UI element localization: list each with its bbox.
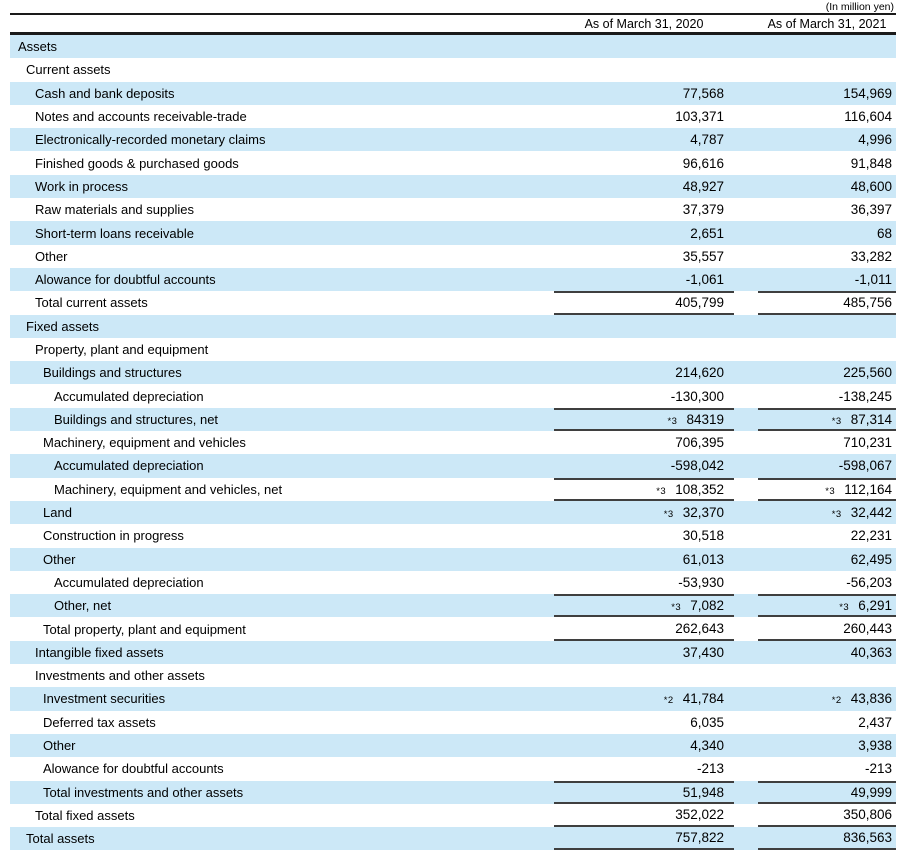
value-2020 [554, 128, 734, 151]
column-gap [734, 757, 758, 780]
column-gap [734, 315, 758, 338]
amount: 61,013 [682, 551, 724, 567]
value-2021 [758, 35, 896, 58]
table-row [10, 571, 896, 594]
amount: -130,300 [670, 388, 724, 404]
footnote-marker: *3 [671, 602, 682, 614]
amount: 32,442 [850, 505, 892, 521]
row-label: Total fixed assets [35, 807, 135, 823]
value-2021 [758, 245, 896, 268]
value-2021 [758, 478, 896, 501]
value-2021 [758, 105, 896, 128]
table-row [10, 617, 896, 640]
column-gap [734, 454, 758, 477]
value-2021 [758, 664, 896, 687]
footnote-marker: *3 [663, 509, 674, 521]
column-gap [734, 501, 758, 524]
amount: 350,806 [843, 806, 892, 822]
value-2020 [554, 82, 734, 105]
row-label: Current assets [26, 62, 111, 78]
amount: 41,784 [682, 691, 724, 707]
value-2020 [554, 524, 734, 547]
value-2020 [554, 617, 734, 640]
row-label: Buildings and structures [43, 365, 182, 381]
row-label: Accumulated depreciation [54, 388, 204, 404]
value-2021 [758, 175, 896, 198]
value-2021 [758, 641, 896, 664]
amount: 49,999 [850, 784, 892, 800]
amount: -213 [864, 761, 892, 777]
value-2020 [554, 175, 734, 198]
amount: 84319 [686, 411, 724, 427]
amount: 36,397 [850, 202, 892, 218]
amount: 112,164 [844, 481, 892, 497]
balance-sheet-rows [10, 35, 896, 850]
value-2021 [758, 781, 896, 804]
value-2020 [554, 594, 734, 617]
amount: 108,352 [675, 481, 724, 497]
column-gap [734, 641, 758, 664]
table-row [10, 408, 896, 431]
value-2021 [758, 221, 896, 244]
column-gap [734, 781, 758, 804]
amount: -1,061 [685, 272, 724, 288]
amount: -53,930 [678, 574, 724, 590]
amount: 68 [876, 225, 892, 241]
value-2021 [758, 431, 896, 454]
amount: 77,568 [682, 85, 724, 101]
value-2021 [758, 757, 896, 780]
value-2020 [554, 711, 734, 734]
table-row [10, 804, 896, 827]
row-label: Investment securities [43, 691, 166, 707]
value-2021 [758, 198, 896, 221]
row-label: Alowance for doubtful accounts [43, 761, 224, 777]
unit-note: (In million yen) [10, 1, 896, 15]
amount: 352,022 [675, 806, 724, 822]
amount: 225,560 [843, 365, 892, 381]
table-row [10, 105, 896, 128]
value-2021 [758, 315, 896, 338]
value-2020 [554, 291, 734, 314]
value-2020 [554, 548, 734, 571]
row-label: Intangible fixed assets [35, 644, 164, 660]
value-2021 [758, 617, 896, 640]
amount: 262,643 [675, 620, 724, 636]
column-gap [734, 384, 758, 407]
amount: -138,245 [838, 388, 892, 404]
amount: 4,787 [690, 132, 724, 148]
column-header-2020: As of March 31, 2020 [584, 16, 704, 31]
amount: 706,395 [675, 435, 724, 451]
value-2020 [554, 198, 734, 221]
row-label: Other [35, 248, 68, 264]
amount: 33,282 [850, 248, 892, 264]
row-label: Accumulated depreciation [54, 458, 204, 474]
column-header-2021: As of March 31, 2021 [767, 16, 887, 31]
amount: 405,799 [675, 295, 724, 311]
value-2020 [554, 781, 734, 804]
amount: 6,291 [858, 598, 892, 614]
table-row [10, 781, 896, 804]
value-2020 [554, 501, 734, 524]
value-2021 [758, 361, 896, 384]
amount: 6,035 [690, 714, 724, 730]
amount: 91,848 [850, 155, 892, 171]
amount: 214,620 [675, 365, 724, 381]
table-row [10, 82, 896, 105]
row-label: Notes and accounts receivable-trade [35, 109, 247, 125]
value-2020 [554, 245, 734, 268]
column-gap [734, 571, 758, 594]
table-row [10, 35, 896, 58]
amount: 48,927 [682, 178, 724, 194]
table-row [10, 268, 896, 291]
footnote-marker: *3 [656, 485, 667, 497]
amount: 32,370 [682, 505, 724, 521]
amount: 4,996 [858, 132, 892, 148]
table-row [10, 58, 896, 81]
value-2021 [758, 268, 896, 291]
value-2020 [554, 687, 734, 710]
table-row [10, 338, 896, 361]
table-row [10, 315, 896, 338]
row-label: Total property, plant and equipment [43, 621, 246, 637]
table-row [10, 221, 896, 244]
amount: -1,011 [854, 272, 892, 288]
footnote-marker: *2 [663, 695, 674, 707]
value-2020 [554, 571, 734, 594]
value-2021 [758, 454, 896, 477]
table-row [10, 548, 896, 571]
column-gap [734, 128, 758, 151]
row-label: Accumulated depreciation [54, 574, 204, 590]
amount: 757,822 [675, 830, 724, 846]
column-gap [734, 524, 758, 547]
amount: 103,371 [675, 109, 724, 125]
column-gap [734, 221, 758, 244]
row-label: Other [43, 738, 76, 754]
value-2020 [554, 384, 734, 407]
table-row [10, 175, 896, 198]
amount: 710,231 [843, 435, 892, 451]
value-2020 [554, 35, 734, 58]
table-row [10, 641, 896, 664]
value-2020 [554, 221, 734, 244]
row-label: Assets [18, 39, 58, 55]
table-row [10, 757, 896, 780]
column-gap [734, 361, 758, 384]
value-2021 [758, 524, 896, 547]
table-row [10, 524, 896, 547]
table-row [10, 478, 896, 501]
column-gap [734, 594, 758, 617]
column-gap [734, 338, 758, 361]
amount: 30,518 [682, 528, 724, 544]
amount: -598,067 [838, 458, 892, 474]
row-label: Investments and other assets [35, 668, 205, 684]
row-label: Machinery, equipment and vehicles, net [54, 481, 283, 497]
value-2020 [554, 734, 734, 757]
value-2021 [758, 151, 896, 174]
table-row [10, 711, 896, 734]
value-2021 [758, 384, 896, 407]
value-2021 [758, 594, 896, 617]
value-2020 [554, 361, 734, 384]
table-row [10, 687, 896, 710]
table-row [10, 128, 896, 151]
value-2021 [758, 408, 896, 431]
value-2021 [758, 501, 896, 524]
row-label: Machinery, equipment and vehicles [43, 435, 246, 451]
table-row [10, 245, 896, 268]
row-label: Total assets [26, 831, 95, 847]
amount: 3,938 [858, 738, 892, 754]
row-label: Work in process [35, 178, 128, 194]
value-2021 [758, 687, 896, 710]
amount: 2,437 [858, 714, 892, 730]
value-2020 [554, 58, 734, 81]
value-2020 [554, 454, 734, 477]
column-gap [734, 82, 758, 105]
amount: -56,203 [846, 574, 892, 590]
amount: 62,495 [850, 551, 892, 567]
amount: -598,042 [670, 458, 724, 474]
value-2021 [758, 734, 896, 757]
row-label: Property, plant and equipment [35, 342, 209, 357]
amount: 485,756 [843, 295, 892, 311]
row-label: Buildings and structures, net [54, 411, 219, 427]
column-gap [734, 291, 758, 314]
amount: 22,231 [850, 528, 892, 544]
value-2020 [554, 664, 734, 687]
value-2020 [554, 151, 734, 174]
column-gap [734, 408, 758, 431]
balance-sheet [10, 0, 896, 850]
table-row [10, 827, 896, 850]
table-row [10, 361, 896, 384]
value-2020 [554, 804, 734, 827]
value-2020 [554, 431, 734, 454]
column-gap [734, 711, 758, 734]
footnote-marker: *3 [831, 509, 842, 521]
row-label: Total current assets [35, 295, 148, 311]
table-row [10, 501, 896, 524]
row-label: Construction in progress [43, 528, 184, 544]
footnote-marker: *3 [825, 485, 836, 497]
column-gap [734, 268, 758, 291]
value-2021 [758, 827, 896, 850]
amount: 4,340 [690, 738, 724, 754]
row-label: Fixed assets [26, 318, 99, 334]
column-gap [734, 827, 758, 850]
table-row [10, 431, 896, 454]
row-label: Land [43, 505, 72, 521]
row-label: Total investments and other assets [43, 784, 244, 800]
value-2021 [758, 291, 896, 314]
amount: 48,600 [850, 178, 892, 194]
value-2020 [554, 268, 734, 291]
table-row [10, 734, 896, 757]
column-gap [734, 175, 758, 198]
column-gap [734, 478, 758, 501]
column-gap [734, 151, 758, 174]
footnote-marker: *2 [831, 695, 842, 707]
column-gap [734, 664, 758, 687]
value-2020 [554, 338, 734, 361]
value-2020 [554, 641, 734, 664]
column-gap [734, 617, 758, 640]
column-header-row [10, 15, 896, 35]
value-2021 [758, 571, 896, 594]
amount: 154,969 [843, 85, 892, 101]
column-gap [734, 431, 758, 454]
value-2021 [758, 128, 896, 151]
table-row [10, 198, 896, 221]
value-2021 [758, 82, 896, 105]
amount: 7,082 [690, 598, 724, 614]
value-2020 [554, 315, 734, 338]
row-label: Finished goods & purchased goods [35, 155, 239, 171]
column-gap [734, 245, 758, 268]
amount: 37,430 [682, 644, 724, 660]
value-2021 [758, 58, 896, 81]
value-2020 [554, 827, 734, 850]
column-gap [734, 687, 758, 710]
value-2021 [758, 804, 896, 827]
table-row [10, 594, 896, 617]
amount: 836,563 [843, 830, 892, 846]
amount: -213 [696, 761, 724, 777]
row-label: Short-term loans receivable [35, 225, 194, 241]
amount: 51,948 [682, 784, 724, 800]
row-label: Electronically-recorded monetary claims [35, 132, 266, 148]
column-gap [734, 35, 758, 58]
row-label: Other, net [54, 598, 112, 614]
amount: 35,557 [682, 248, 724, 264]
column-gap [734, 548, 758, 571]
table-row [10, 151, 896, 174]
column-gap [734, 198, 758, 221]
amount: 87,314 [850, 411, 892, 427]
footnote-marker: *3 [831, 415, 842, 427]
footnote-marker: *3 [667, 415, 678, 427]
amount: 96,616 [682, 155, 724, 171]
column-gap [734, 105, 758, 128]
value-2020 [554, 757, 734, 780]
value-2020 [554, 408, 734, 431]
row-label: Cash and bank deposits [35, 85, 175, 101]
amount: 2,651 [690, 225, 724, 241]
amount: 40,363 [850, 644, 892, 660]
amount: 37,379 [682, 202, 724, 218]
amount: 260,443 [843, 620, 892, 636]
value-2021 [758, 548, 896, 571]
footnote-marker: *3 [839, 602, 850, 614]
row-label: Other [43, 551, 76, 567]
value-2021 [758, 338, 896, 361]
value-2020 [554, 478, 734, 501]
row-label: Deferred tax assets [43, 714, 156, 730]
row-label: Raw materials and supplies [35, 202, 194, 218]
row-label: Alowance for doubtful accounts [35, 272, 216, 288]
value-2021 [758, 711, 896, 734]
table-row [10, 664, 896, 687]
column-gap [734, 804, 758, 827]
column-gap [734, 734, 758, 757]
table-row [10, 291, 896, 314]
value-2020 [554, 105, 734, 128]
column-gap [734, 58, 758, 81]
amount: 116,604 [844, 109, 892, 125]
amount: 43,836 [850, 691, 892, 707]
table-row [10, 384, 896, 407]
table-row [10, 454, 896, 477]
